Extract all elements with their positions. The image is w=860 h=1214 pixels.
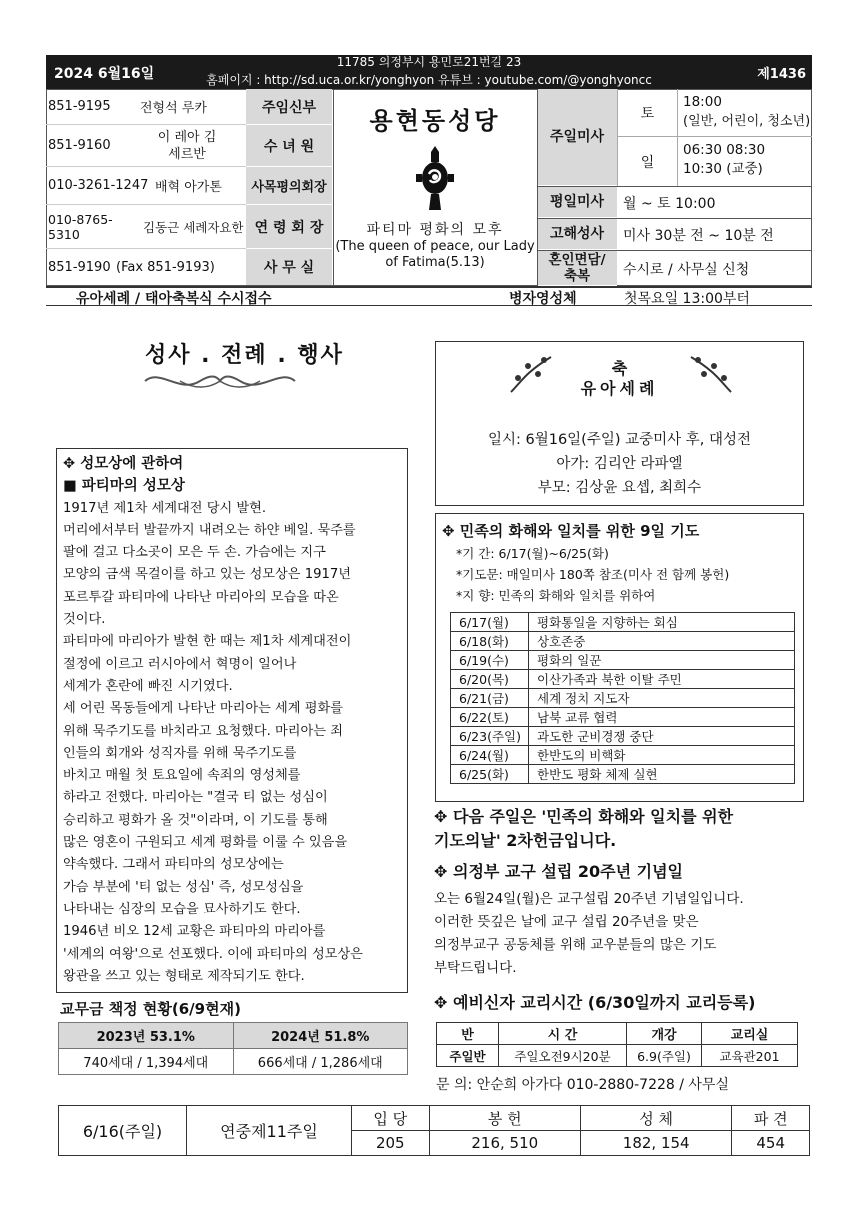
congrats-subtitle: 유아세례	[580, 379, 659, 398]
budget-title: 교무금 책정 현황(6/9현재)	[60, 1000, 241, 1018]
article-line: 인들의 회개와 성직자를 위해 묵주기도를	[63, 745, 297, 761]
prayer-row	[451, 689, 795, 708]
footer-val-entrance: 205	[352, 1131, 430, 1156]
church-subtitle-en: (The queen of peace, our Lady of Fatima(5.13)	[335, 239, 535, 270]
anniversary-heading-text: 의정부 교구 설립 20주년 기념일	[452, 862, 684, 881]
role-office: 사 무 실	[246, 249, 332, 285]
footer-val-offering: 216, 510	[429, 1131, 580, 1156]
catechism-contact: 문 의: 안순희 아가다 010-2880-7228 / 사무실	[436, 1077, 729, 1093]
article-line: 세계가 혼란에 빠진 시기였다.	[63, 678, 233, 694]
prayer-heading-text: 민족의 화해와 일치를 위한 9일 기도	[459, 522, 700, 540]
sick-communion-value: 첫목요일 13:00부터	[624, 291, 750, 307]
prayer-row	[451, 613, 795, 632]
fatima-article-box	[56, 448, 408, 993]
prayer-date: 6/25(화)	[451, 765, 529, 784]
prayer-topic: 한반도의 비핵화	[529, 746, 795, 765]
catechism-head-start: 개강	[627, 1023, 702, 1045]
prayer-topic: 한반도 평화 체제 실현	[529, 765, 795, 784]
saturday-mass	[677, 89, 812, 137]
saturday-mass-note: (일반, 어린이, 청소년)	[683, 114, 811, 129]
saturday-label: 토	[617, 89, 677, 137]
article-line: 것이다.	[63, 612, 106, 628]
catechism-head-time: 시 간	[499, 1023, 627, 1045]
contact-name: 전형석 루카	[140, 101, 207, 116]
article-line: 모양의 금색 목걸이를 하고 있는 성모상은 1917년	[63, 567, 352, 583]
contact-sisters	[46, 125, 246, 167]
prayer-schedule-table	[450, 612, 795, 784]
footer-date: 6/16(주일)	[59, 1106, 187, 1156]
attendance-table	[58, 1105, 810, 1156]
anniversary-heading	[434, 860, 683, 884]
catechism-heading	[434, 991, 755, 1015]
prayer-date: 6/20(목)	[451, 670, 529, 689]
prayer-intention: *지 향: 민족의 화해와 일치를 위하여	[456, 588, 656, 603]
catechism-time: 주일오전9시20분	[499, 1045, 627, 1067]
sunday-mass-time-2: 10:30 (교중)	[683, 161, 763, 177]
next-sunday-line2: 기도의날' 2차헌금입니다.	[434, 831, 617, 850]
article-line: 포르투갈 파티마에 나타난 마리아의 모습을 따온	[63, 589, 339, 605]
anniversary-line: 이러한 뜻깊은 날에 교구 설립 20주년을 맞은	[434, 914, 699, 930]
article-body	[63, 498, 401, 989]
article-line: 머리에서부터 발끝까지 내려오는 하얀 베일. 묵주를	[63, 522, 356, 538]
issue-date: 2024 6월16일	[54, 66, 155, 82]
role-council: 사목평의회장	[246, 167, 332, 205]
baptism-parents: 부모: 김상윤 요셉, 최희수	[537, 480, 702, 496]
catechism-head-class: 반	[437, 1023, 499, 1045]
prayer-row	[451, 670, 795, 689]
notice-bar	[46, 286, 812, 306]
article-line: 나타내는 심장의 모습을 묘사하기도 한다.	[63, 901, 301, 917]
prayer-box	[435, 513, 804, 802]
confession-label: 고해성사	[537, 218, 617, 250]
header-bar	[46, 55, 812, 89]
prayer-heading	[442, 520, 797, 541]
header-address	[46, 55, 812, 88]
prayer-date: 6/23(주일)	[451, 727, 529, 746]
confession-value: 미사 30분 전 ~ 10분 전	[617, 218, 812, 250]
prayer-row	[451, 727, 795, 746]
prayer-date: 6/17(월)	[451, 613, 529, 632]
prayer-row	[451, 651, 795, 670]
article-line: 세 어린 목동들에게 나타난 마리아는 세계 평화를	[63, 701, 343, 717]
sunday-mass	[677, 137, 812, 186]
marriage-value: 수시로 / 사무실 신청	[617, 250, 812, 286]
article-line: 왕관을 쓰고 있는 형태로 제작되기도 한다.	[63, 968, 305, 984]
contact-phone: 851-9195	[48, 99, 111, 114]
church-center	[333, 89, 537, 285]
prayer-topic: 이산가족과 북한 이탈 주민	[529, 670, 795, 689]
baptism-datetime: 일시: 6월16일(주일) 교중미사 후, 대성전	[487, 432, 752, 448]
cross-icon: ✥	[434, 807, 453, 826]
sunday-mass-label: 주일미사	[537, 89, 617, 186]
footer-val-communion: 182, 154	[580, 1131, 731, 1156]
sick-communion-label: 병자영성체	[509, 291, 577, 307]
issue-number: 제1436	[757, 67, 806, 82]
prayer-topic: 남북 교류 협력	[529, 708, 795, 727]
contact-priest	[46, 89, 246, 125]
baptism-congrats-box	[435, 341, 804, 506]
footer-head-communion: 성 체	[580, 1106, 731, 1131]
prayer-date: 6/22(토)	[451, 708, 529, 727]
prayer-text-ref: *기도문: 매일미사 180쪽 참조(미사 전 함께 봉헌)	[456, 567, 730, 582]
article-heading	[63, 453, 401, 475]
catechism-start: 6.9(주일)	[627, 1045, 702, 1067]
church-name: 용현동성당	[369, 107, 501, 135]
article-line: 파티마에 마리아가 발현 한 때는 제1차 세계대전이	[63, 634, 352, 650]
anniversary-line: 오는 6월24일(월)은 교구설립 20주년 기념일입니다.	[434, 891, 744, 907]
catechism-head-room: 교리실	[702, 1023, 798, 1045]
sunday-label: 일	[617, 137, 677, 186]
budget-2023-value: 740세대 / 1,394세대	[59, 1049, 234, 1075]
cross-icon: ✥	[442, 522, 460, 540]
next-sunday-notice	[434, 805, 733, 853]
infant-baptism-notice: 유아세례 / 태아축복식 수시접수	[76, 291, 272, 307]
contact-phone: 010-3261-1247	[48, 178, 149, 193]
saturday-mass-time: 18:00	[683, 94, 722, 110]
budget-2023-head: 2023년 53.1%	[59, 1023, 234, 1049]
anniversary-body	[434, 888, 744, 980]
footer-week: 연중제11주일	[187, 1106, 352, 1156]
prayer-date: 6/24(월)	[451, 746, 529, 765]
contact-office	[46, 249, 246, 285]
sunday-mass-time-1: 06:30 08:30	[683, 142, 766, 158]
budget-2024-head: 2024년 51.8%	[233, 1023, 408, 1049]
article-line: 1917년 제1차 세계대전 당시 발현.	[63, 500, 267, 516]
prayer-topic: 세계 정치 지도자	[529, 689, 795, 708]
cross-icon: ✥	[63, 456, 81, 472]
prayer-row	[451, 632, 795, 651]
anniversary-line: 의정부교구 공동체를 위해 교우분들의 많은 기도	[434, 937, 717, 953]
prayer-topic: 평화통일을 지향하는 회심	[529, 613, 795, 632]
prayer-period: *기 간: 6/17(월)~6/25(화)	[456, 546, 609, 561]
cross-icon: ✥	[434, 862, 453, 881]
contact-phone: 851-9190	[48, 259, 111, 275]
prayer-topic: 평화의 일꾼	[529, 651, 795, 670]
contact-name: 배혁 아가톤	[155, 180, 222, 195]
footer-head-entrance: 입 당	[352, 1106, 430, 1131]
catechism-class: 주일반	[437, 1045, 499, 1067]
church-address: 11785 의정부시 용민로21번길 23	[336, 55, 522, 69]
contact-name: (Fax 851-9193)	[116, 259, 215, 275]
church-web: 홈페이지 : http://sd.uca.or.kr/yonghyon 유튜브 : youtube.com/@yonghyoncc	[206, 73, 652, 87]
footer-head-offering: 봉 헌	[429, 1106, 580, 1131]
divider	[333, 89, 334, 286]
anniversary-line: 부탁드립니다.	[434, 960, 517, 976]
article-line: 위해 묵주기도를 바치라고 요청했다. 마리아는 죄	[63, 723, 343, 739]
catechism-table	[436, 1022, 798, 1067]
article-line: 하라고 전했다. 마리아는 "결국 티 없는 성심이	[63, 790, 328, 806]
cross-icon: ✥	[434, 993, 453, 1012]
catechism-room: 교육관201	[702, 1045, 798, 1067]
article-line: 가슴 부분에 '티 없는 성심' 즉, 성모성심을	[63, 879, 304, 895]
church-subtitle: 파티마 평화의 모후	[366, 222, 504, 238]
article-line: 1946년 비오 12세 교황은 파티마의 마리아를	[63, 924, 326, 940]
role-funeral: 연 령 회 장	[246, 205, 332, 249]
prayer-topic: 상호존중	[529, 632, 795, 651]
contact-name: 김동근 세례자요한	[143, 219, 244, 235]
footer-val-dismissal: 454	[732, 1131, 810, 1156]
baptism-child: 아가: 김리안 라파엘	[556, 456, 683, 472]
article-line: 절정에 이르고 러시아에서 혁명이 일어나	[63, 656, 297, 672]
article-line: 약속했다. 그래서 파티마의 성모상에는	[63, 857, 284, 873]
article-line: '세계의 여왕'으로 선포했다. 이에 파티마의 성모상은	[63, 946, 363, 962]
article-line: 승리하고 평화가 올 것"이라며, 이 기도를 통해	[63, 812, 328, 828]
budget-table	[58, 1022, 408, 1075]
ornament-icon	[140, 368, 300, 394]
congrats-title: 축	[611, 359, 628, 378]
article-line: 바치고 매월 첫 토요일에 속죄의 영성체를	[63, 768, 301, 784]
prayer-row	[451, 708, 795, 727]
prayer-row	[451, 765, 795, 784]
marriage-label: 혼인면담/축복	[537, 250, 617, 286]
catechism-heading-text: 예비신자 교리시간 (6/30일까지 교리등록)	[452, 993, 756, 1012]
section-title: 성사 . 전례 . 행사	[145, 343, 344, 368]
prayer-date: 6/19(수)	[451, 651, 529, 670]
divider	[537, 89, 538, 286]
prayer-date: 6/21(금)	[451, 689, 529, 708]
contact-phone: 010-8765-5310	[48, 211, 113, 242]
article-line: 팔에 걸고 다소곳이 모은 두 손. 가슴에는 지구	[63, 545, 326, 561]
prayer-row	[451, 746, 795, 765]
weekday-mass-value: 월 ~ 토 10:00	[617, 186, 812, 218]
prayer-date: 6/18(화)	[451, 632, 529, 651]
contact-name: 이 레아 김 세르반	[157, 129, 217, 162]
footer-head-dismissal: 파 견	[732, 1106, 810, 1131]
article-subheading: ■ 파티마의 성모상	[63, 478, 185, 495]
budget-2024-value: 666세대 / 1,286세대	[233, 1049, 408, 1075]
prayer-topic: 과도한 군비경쟁 중단	[529, 727, 795, 746]
weekday-mass-label: 평일미사	[537, 186, 617, 218]
role-sisters: 수 녀 원	[246, 125, 332, 167]
next-sunday-line1: 다음 주일은 '민족의 화해와 일치를 위한	[452, 807, 734, 826]
contact-council	[46, 167, 246, 205]
contact-phone: 851-9160	[48, 138, 111, 153]
article-line: 많은 영혼이 구원되고 세계 평화를 이룰 수 있음을	[63, 835, 348, 851]
role-priest: 주임신부	[246, 89, 332, 125]
article-heading-text: 성모상에 관하여	[80, 456, 184, 472]
contact-funeral	[46, 205, 246, 249]
church-emblem-icon	[410, 144, 460, 212]
